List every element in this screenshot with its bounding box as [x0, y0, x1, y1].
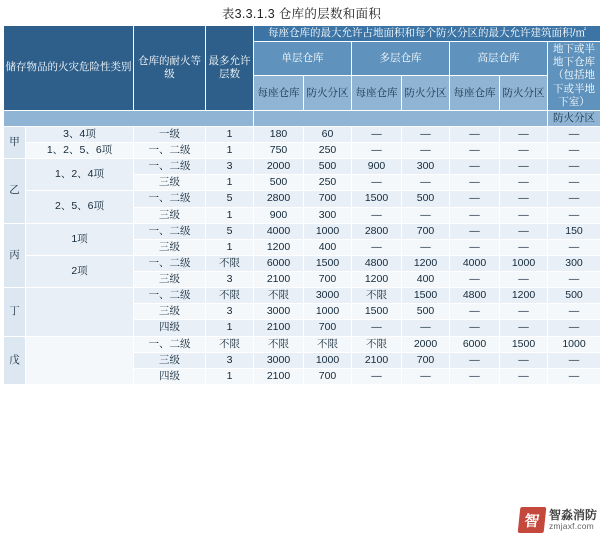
header-multi-fire-zone: 防火分区: [402, 76, 450, 110]
cell-high-per-warehouse: 6000: [450, 336, 500, 352]
cell-single-per-warehouse: 4000: [254, 223, 304, 239]
cell-multi-per-warehouse: 不限: [352, 336, 402, 352]
cell-single-per-warehouse: 不限: [254, 288, 304, 304]
table-row: [4, 255, 601, 271]
table-header: [4, 26, 601, 127]
cell-high-per-warehouse: —: [450, 207, 500, 223]
cell-high-per-warehouse: —: [450, 368, 500, 384]
table-row: [4, 159, 601, 175]
cell-basement-fire-zone: —: [548, 126, 601, 142]
cell-fire-resistance: 三级: [134, 239, 206, 255]
header-goods-category: 储存物品的火灾危险性类别: [4, 26, 134, 111]
cell-single-per-warehouse: 3000: [254, 352, 304, 368]
cell-multi-per-warehouse: 1500: [352, 304, 402, 320]
cell-max-floors: 1: [206, 143, 254, 159]
watermark-logo: 智: [518, 507, 547, 533]
cell-max-floors: 1: [206, 175, 254, 191]
cell-single-per-warehouse: 180: [254, 126, 304, 142]
cell-single-per-warehouse: 900: [254, 207, 304, 223]
cell-basement-fire-zone: —: [548, 239, 601, 255]
cell-single-per-warehouse: 2100: [254, 272, 304, 288]
cell-single-per-warehouse: 6000: [254, 255, 304, 271]
table-row: [4, 336, 601, 352]
cell-single-fire-zone: 250: [304, 143, 352, 159]
cell-high-fire-zone: 1000: [500, 255, 548, 271]
cell-max-floors: 1: [206, 207, 254, 223]
cell-high-per-warehouse: —: [450, 320, 500, 336]
header-multi-story: 多层仓库: [352, 42, 450, 76]
cell-high-fire-zone: —: [500, 368, 548, 384]
cell-multi-fire-zone: —: [402, 175, 450, 191]
cell-single-fire-zone: 500: [304, 159, 352, 175]
header-single-story: 单层仓库: [254, 42, 352, 76]
cell-high-fire-zone: 1200: [500, 288, 548, 304]
table-body: [4, 126, 601, 384]
cell-goods: 1项: [26, 223, 134, 255]
cell-multi-fire-zone: 700: [402, 223, 450, 239]
cell-high-fire-zone: —: [500, 223, 548, 239]
cell-high-per-warehouse: —: [450, 239, 500, 255]
cell-basement-fire-zone: 500: [548, 288, 601, 304]
cell-max-floors: 1: [206, 368, 254, 384]
cell-single-per-warehouse: 2000: [254, 159, 304, 175]
header-area-group: 每座仓库的最大允许占地面积和每个防火分区的最大允许建筑面积/㎡: [254, 26, 601, 42]
cell-single-per-warehouse: 3000: [254, 304, 304, 320]
cell-high-fire-zone: —: [500, 159, 548, 175]
cell-max-floors: 5: [206, 223, 254, 239]
cell-multi-per-warehouse: —: [352, 239, 402, 255]
cell-multi-per-warehouse: —: [352, 143, 402, 159]
cell-max-floors: 1: [206, 320, 254, 336]
header-basement-fire-zone: 防火分区: [548, 110, 601, 126]
cell-high-fire-zone: —: [500, 272, 548, 288]
cell-goods: 1、2、4项: [26, 159, 134, 191]
header-spacer: [4, 110, 254, 126]
cell-multi-fire-zone: 500: [402, 304, 450, 320]
cell-high-per-warehouse: —: [450, 159, 500, 175]
cell-multi-per-warehouse: 2100: [352, 352, 402, 368]
cell-multi-per-warehouse: —: [352, 126, 402, 142]
cell-multi-per-warehouse: 900: [352, 159, 402, 175]
table-row: [4, 288, 601, 304]
cell-multi-fire-zone: 700: [402, 352, 450, 368]
header-high-rise: 高层仓库: [450, 42, 548, 76]
cell-multi-fire-zone: —: [402, 320, 450, 336]
cell-single-per-warehouse: 不限: [254, 336, 304, 352]
cell-single-fire-zone: 400: [304, 239, 352, 255]
cell-multi-per-warehouse: 不限: [352, 288, 402, 304]
cell-fire-resistance: 三级: [134, 175, 206, 191]
cell-fire-resistance: 一、二级: [134, 223, 206, 239]
cell-high-per-warehouse: 4000: [450, 255, 500, 271]
cell-single-per-warehouse: 750: [254, 143, 304, 159]
cell-high-fire-zone: —: [500, 352, 548, 368]
cell-max-floors: 5: [206, 191, 254, 207]
cell-multi-per-warehouse: 4800: [352, 255, 402, 271]
cell-single-fire-zone: 700: [304, 320, 352, 336]
watermark-name: 智淼消防: [548, 507, 597, 522]
cell-multi-fire-zone: 1200: [402, 255, 450, 271]
cell-high-fire-zone: —: [500, 320, 548, 336]
cell-goods: [26, 336, 134, 384]
cell-basement-fire-zone: —: [548, 175, 601, 191]
cell-max-floors: 1: [206, 126, 254, 142]
cell-max-floors: 3: [206, 272, 254, 288]
cell-high-per-warehouse: —: [450, 126, 500, 142]
cell-multi-fire-zone: 400: [402, 272, 450, 288]
cell-basement-fire-zone: —: [548, 320, 601, 336]
cell-multi-per-warehouse: 1200: [352, 272, 402, 288]
cell-multi-fire-zone: 2000: [402, 336, 450, 352]
cell-goods: 2项: [26, 255, 134, 287]
header-fire-resistance: 仓库的耐火等级: [134, 26, 206, 111]
cell-multi-fire-zone: 300: [402, 159, 450, 175]
cell-max-floors: 不限: [206, 255, 254, 271]
cell-multi-fire-zone: 500: [402, 191, 450, 207]
cell-high-per-warehouse: —: [450, 304, 500, 320]
cell-max-floors: 1: [206, 239, 254, 255]
header-single-per-warehouse: 每座仓库: [254, 76, 304, 110]
cell-high-fire-zone: —: [500, 191, 548, 207]
cell-multi-per-warehouse: —: [352, 368, 402, 384]
cell-fire-resistance: 一、二级: [134, 288, 206, 304]
cell-fire-resistance: 一、二级: [134, 191, 206, 207]
cell-single-fire-zone: 700: [304, 368, 352, 384]
cell-multi-per-warehouse: —: [352, 175, 402, 191]
cell-single-per-warehouse: 2100: [254, 368, 304, 384]
cell-basement-fire-zone: —: [548, 143, 601, 159]
cell-goods: [26, 288, 134, 336]
cell-single-fire-zone: 1500: [304, 255, 352, 271]
cell-fire-resistance: 四级: [134, 368, 206, 384]
cell-max-floors: 不限: [206, 336, 254, 352]
cell-fire-resistance: 三级: [134, 304, 206, 320]
cell-single-fire-zone: 60: [304, 126, 352, 142]
cell-high-fire-zone: —: [500, 143, 548, 159]
cell-basement-fire-zone: —: [548, 352, 601, 368]
cell-high-fire-zone: —: [500, 126, 548, 142]
cell-goods: 2、5、6项: [26, 191, 134, 223]
watermark: [519, 507, 597, 533]
cell-high-per-warehouse: —: [450, 352, 500, 368]
cell-multi-fire-zone: —: [402, 239, 450, 255]
cell-multi-fire-zone: —: [402, 126, 450, 142]
cell-multi-per-warehouse: 2800: [352, 223, 402, 239]
cell-high-fire-zone: —: [500, 207, 548, 223]
header-basement: 地下或半地下仓库（包括地下或半地下室）: [548, 42, 601, 111]
cell-fire-resistance: 一级: [134, 126, 206, 142]
cell-category: 乙: [4, 159, 26, 224]
cell-single-fire-zone: 300: [304, 207, 352, 223]
cell-multi-fire-zone: —: [402, 207, 450, 223]
cell-single-fire-zone: 1000: [304, 223, 352, 239]
header-multi-per-warehouse: 每座仓库: [352, 76, 402, 110]
cell-single-fire-zone: 1000: [304, 352, 352, 368]
cell-fire-resistance: 一、二级: [134, 336, 206, 352]
cell-high-per-warehouse: —: [450, 272, 500, 288]
cell-single-per-warehouse: 500: [254, 175, 304, 191]
header-row-1: [4, 26, 601, 42]
cell-single-fire-zone: 700: [304, 191, 352, 207]
cell-multi-per-warehouse: 1500: [352, 191, 402, 207]
cell-single-fire-zone: 700: [304, 272, 352, 288]
watermark-url: zmjaxf.com: [548, 520, 594, 531]
cell-high-per-warehouse: —: [450, 175, 500, 191]
cell-fire-resistance: 一、二级: [134, 159, 206, 175]
header-high-fire-zone: 防火分区: [500, 76, 548, 110]
cell-single-fire-zone: 3000: [304, 288, 352, 304]
table-caption: 表3.3.1.3 仓库的层数和面积: [221, 7, 382, 21]
cell-category: 甲: [4, 126, 26, 158]
cell-fire-resistance: 一、二级: [134, 255, 206, 271]
header-high-per-warehouse: 每座仓库: [450, 76, 500, 110]
header-row-4: [4, 110, 601, 126]
cell-max-floors: 3: [206, 304, 254, 320]
cell-category: 丙: [4, 223, 26, 288]
table-row: [4, 143, 601, 159]
cell-fire-resistance: 三级: [134, 272, 206, 288]
cell-category: 丁: [4, 288, 26, 336]
cell-high-fire-zone: —: [500, 239, 548, 255]
cell-single-fire-zone: 1000: [304, 304, 352, 320]
header-max-floors: 最多允许层数: [206, 26, 254, 111]
cell-multi-per-warehouse: —: [352, 320, 402, 336]
cell-fire-resistance: 三级: [134, 207, 206, 223]
cell-max-floors: 不限: [206, 288, 254, 304]
cell-fire-resistance: 三级: [134, 352, 206, 368]
cell-goods: 3、4项: [26, 126, 134, 142]
cell-single-per-warehouse: 2100: [254, 320, 304, 336]
table-row: [4, 223, 601, 239]
cell-max-floors: 3: [206, 159, 254, 175]
cell-single-fire-zone: 250: [304, 175, 352, 191]
cell-high-fire-zone: —: [500, 304, 548, 320]
header-spacer-2: [254, 110, 548, 126]
cell-multi-fire-zone: —: [402, 368, 450, 384]
cell-fire-resistance: 四级: [134, 320, 206, 336]
cell-high-fire-zone: —: [500, 175, 548, 191]
cell-max-floors: 3: [206, 352, 254, 368]
cell-single-per-warehouse: 1200: [254, 239, 304, 255]
cell-fire-resistance: 一、二级: [134, 143, 206, 159]
cell-high-fire-zone: 1500: [500, 336, 548, 352]
cell-basement-fire-zone: —: [548, 159, 601, 175]
cell-basement-fire-zone: —: [548, 304, 601, 320]
cell-single-fire-zone: 不限: [304, 336, 352, 352]
cell-category: 戊: [4, 336, 26, 384]
header-single-fire-zone: 防火分区: [304, 76, 352, 110]
cell-single-per-warehouse: 2800: [254, 191, 304, 207]
cell-high-per-warehouse: 4800: [450, 288, 500, 304]
cell-basement-fire-zone: 300: [548, 255, 601, 271]
cell-multi-fire-zone: —: [402, 143, 450, 159]
cell-high-per-warehouse: —: [450, 223, 500, 239]
cell-basement-fire-zone: —: [548, 191, 601, 207]
table-row: [4, 126, 601, 142]
warehouse-area-table: [3, 25, 601, 385]
table-row: [4, 191, 601, 207]
cell-high-per-warehouse: —: [450, 143, 500, 159]
watermark-text: [549, 509, 597, 532]
cell-basement-fire-zone: 1000: [548, 336, 601, 352]
cell-basement-fire-zone: —: [548, 272, 601, 288]
cell-high-per-warehouse: —: [450, 191, 500, 207]
cell-multi-per-warehouse: —: [352, 207, 402, 223]
cell-basement-fire-zone: —: [548, 368, 601, 384]
cell-goods: 1、2、5、6项: [26, 143, 134, 159]
cell-multi-fire-zone: 1500: [402, 288, 450, 304]
cell-basement-fire-zone: 150: [548, 223, 601, 239]
cell-basement-fire-zone: —: [548, 207, 601, 223]
